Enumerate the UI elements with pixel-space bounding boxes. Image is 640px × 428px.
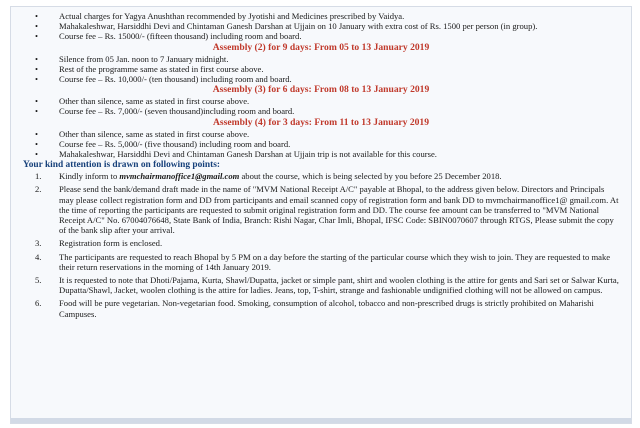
list-item: • Course fee – Rs. 7,000/- (seven thousand)including room and board. (35, 106, 295, 117)
document-content (11, 7, 631, 423)
assembly-3-heading: Assembly (3) for 6 days: From 08 to 13 January 2019 (212, 84, 430, 96)
list-item: 3. Registration form is enclosed. (35, 238, 163, 249)
assembly-4-heading: Assembly (4) for 3 days: From 11 to 13 January 2019 (212, 116, 430, 128)
bullet-icon: • (35, 128, 39, 139)
document-page (10, 6, 632, 424)
list-item: • Mahakaleshwar, Harsiddhi Devi and Chintaman Ganesh Darshan at Ujjain trip is not available for this course. (35, 149, 437, 160)
list-number: 4. (35, 251, 42, 262)
bullet-icon: • (35, 138, 39, 149)
list-number: 1. (35, 171, 42, 182)
list-item: 1. Kindly inform to mvmchairmanoffice1@gmail.com about the course, which is being selected by you before 25 December 2018. (35, 171, 502, 182)
email-link[interactable]: mvmchairmanoffice1@gmail.com (119, 171, 240, 182)
assembly-2-heading: Assembly (2) for 9 days: From 05 to 13 January 2019 (212, 41, 430, 53)
list-item: • Course fee – Rs. 15000/- (fifteen thousand) including room and board. (35, 31, 302, 42)
bullet-icon: • (35, 53, 39, 64)
bullet-icon: • (35, 106, 39, 117)
list-item: • Other than silence, same as stated in first course above. (35, 96, 250, 107)
list-item: • Mahakaleshwar, Harsiddhi Devi and Chintaman Ganesh Darshan at Ujjain on 10 January with extra cost of Rs. 1500 per person (in group). (35, 21, 538, 32)
bullet-icon: • (35, 31, 39, 42)
attention-points-list (23, 171, 619, 319)
list-number: 5. (35, 275, 42, 286)
list-item: • Actual charges for Yagya Anushthan recommended by Jyotishi and Medicines prescribed by Vaidya. (35, 11, 405, 21)
assembly-3-bullet-list (23, 96, 619, 116)
list-number: 6. (35, 298, 42, 309)
list-item: 5. It is requested to note that Dhoti/Pajama, Kurta, Shawl/Dupatta, jacket or simple pant, shirt and woolen clothing is the attire for gents and Sari set or Salwar Kurta, Dupatta/Shawl, Jacket, woolen clothing is the attire for ladies. Jeans, top, T-shirt, strange and fashionable undignified clothing will not be allowed on campus. (35, 275, 619, 296)
assembly-4-bullet-list (23, 129, 619, 160)
list-number: 2. (35, 184, 42, 195)
bullet-icon: • (35, 96, 39, 107)
list-item: • Silence from 05 Jan. noon to 7 January midnight. (35, 53, 229, 64)
list-item: • Rest of the programme same as stated in first course above. (35, 63, 264, 74)
page-bottom-border (11, 418, 631, 423)
bullet-icon: • (35, 74, 39, 85)
bullet-icon: • (35, 11, 39, 21)
list-item: • Other than silence, same as stated in first course above. (35, 128, 250, 139)
list-item: • Course fee – Rs. 10,000/- (ten thousand) including room and board. (35, 74, 292, 85)
list-item: • Course fee – Rs. 5,000/- (five thousand) including room and board. (35, 138, 291, 149)
list-item: 6. Food will be pure vegetarian. Non-vegetarian food. Smoking, consumption of alcohol, tobacco and non-prescribed drugs is strictly prohibited on Maharishi Campuses. (35, 298, 594, 319)
list-item: 2. Please send the bank/demand draft made in the name of "MVM National Receipt A/C" payable at Bhopal, to the address given below. Directors and Principals may please collect registration form and DD from participants and email scanned copy of registration form and bank DD to mvmchairmanoffice1@ gmail.com. At the time of reporting the participants are requested to submit original registration form and DD. The course fee amount can be transferred to "MVM National Receipt A/C" No. 67004076648, State Bank of India, Branch: Rishi Nagar, Char Imli, Bhopal, IFSC Code: SBIN0070607 through RTGS, Please submit the copy of the bank slip after your arrival. (35, 184, 619, 236)
attention-heading: Your kind attention is drawn on following points: (23, 160, 221, 171)
list-item: 4. The participants are requested to reach Bhopal by 5 PM on a day before the starting of the particular course which they wish to join. They are requested to make their return reservations in the morning of 14th January 2019. (35, 251, 611, 272)
bullet-icon: • (35, 149, 39, 160)
list-number: 3. (35, 238, 42, 249)
bullet-icon: • (35, 63, 39, 74)
bullet-icon: • (35, 21, 39, 32)
intro-bullet-list (23, 11, 619, 42)
assembly-2-bullet-list (23, 54, 619, 85)
